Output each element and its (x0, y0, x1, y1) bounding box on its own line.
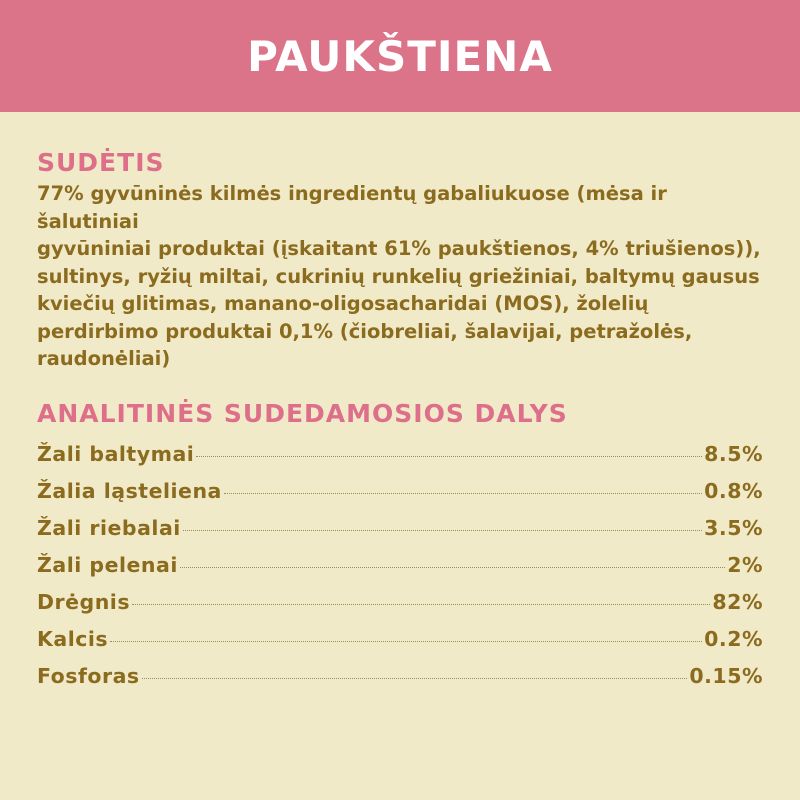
dot-leader (180, 567, 725, 568)
composition-line: perdirbimo produktai 0,1% (čiobreliai, šalavijai, petražolės, (37, 319, 693, 343)
analytical-row (37, 479, 763, 516)
content-area (0, 148, 800, 701)
composition-line: raudonėliai) (37, 347, 171, 370)
composition-line: kviečių glitimas, manano-oligosacharidai (MOS), žolelių (37, 292, 649, 315)
row-value: 0.15% (689, 663, 763, 688)
dot-leader (142, 678, 688, 679)
analytical-row (37, 553, 763, 590)
row-value: 82% (712, 589, 763, 614)
composition-text (37, 180, 763, 373)
dot-leader (196, 456, 702, 457)
row-value: 2% (727, 552, 763, 577)
analytical-row (37, 590, 763, 627)
header-banner (0, 0, 800, 112)
row-value: 8.5% (704, 441, 763, 466)
dot-leader (132, 604, 710, 605)
composition-line: gyvūniniai produktai (įskaitant 61% paukštienos, 4% triušienos)), (37, 237, 761, 260)
analytical-row (37, 664, 763, 701)
analytical-row (37, 442, 763, 479)
composition-heading: SUDĖTIS (37, 148, 165, 177)
analytical-heading: ANALITINĖS SUDEDAMOSIOS DALYS (37, 398, 568, 428)
row-label: Fosforas (37, 663, 140, 688)
dot-leader (110, 641, 702, 642)
analytical-row (37, 516, 763, 553)
row-label: Žali baltymai (37, 441, 195, 466)
composition-line: 77% gyvūninės kilmės ingredientų gabaliukuose (mėsa ir šalutiniai (37, 182, 667, 233)
row-value: 3.5% (704, 515, 763, 540)
row-label: Kalcis (37, 626, 109, 651)
dot-leader (183, 530, 702, 531)
row-label: Drėgnis (37, 589, 131, 614)
page-title: PAUKŠTIENA (247, 31, 553, 81)
analytical-table (37, 442, 763, 701)
row-label: Žali riebalai (37, 515, 181, 540)
composition-line: sultinys, ryžių miltai, cukrinių runkelių griežiniai, baltymų gausus (37, 264, 760, 288)
row-value: 0.8% (704, 478, 763, 503)
analytical-row (37, 627, 763, 664)
dot-leader (224, 493, 702, 494)
row-label: Žali pelenai (37, 552, 178, 577)
row-label: Žalia ląsteliena (37, 478, 222, 503)
row-value: 0.2% (704, 626, 763, 651)
